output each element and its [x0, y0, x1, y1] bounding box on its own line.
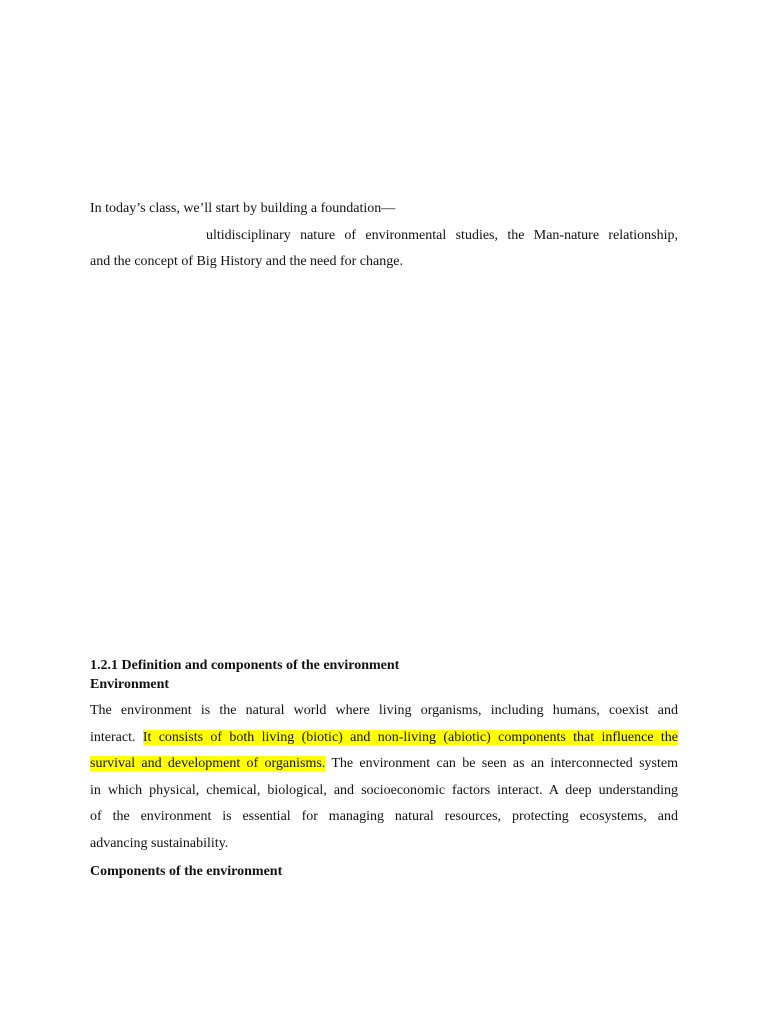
intro-line-1: In today’s class, we’ll start by building a foundation—	[90, 201, 396, 216]
para-line-4: in which physical, chemical, biological, and socioeconomic factors interact. A deep understanding	[90, 782, 678, 798]
section-heading: 1.2.1 Definition and components of the environment	[90, 658, 400, 673]
highlighted-text: survival and development of organisms.	[90, 756, 326, 772]
para-line-3	[90, 751, 678, 778]
highlighted-text: It consists of both living (biotic) and non-living (abiotic) components that influence the	[142, 729, 678, 745]
para-line-2-plain: interact.	[90, 729, 143, 745]
para-line-3-plain: The environment can be seen as an interconnected system	[325, 756, 678, 772]
para-line-6: advancing sustainability.	[90, 835, 229, 851]
environment-paragraph	[90, 698, 678, 858]
intro-line-2: ultidisciplinary nature of environmental studies, the Man-nature relationship,	[206, 227, 678, 243]
para-line-2	[90, 725, 678, 752]
para-line-1: The environment is the natural world where living organisms, including humans, coexist and	[90, 703, 678, 718]
intro-line-3: and the concept of Big History and the need for change.	[90, 254, 403, 270]
intro-paragraph	[90, 196, 678, 276]
para-line-5: of the environment is essential for managing natural resources, protecting ecosystems, and	[90, 809, 678, 825]
section-subheading: Environment	[90, 677, 170, 692]
components-subheading: Components of the environment	[90, 864, 283, 879]
